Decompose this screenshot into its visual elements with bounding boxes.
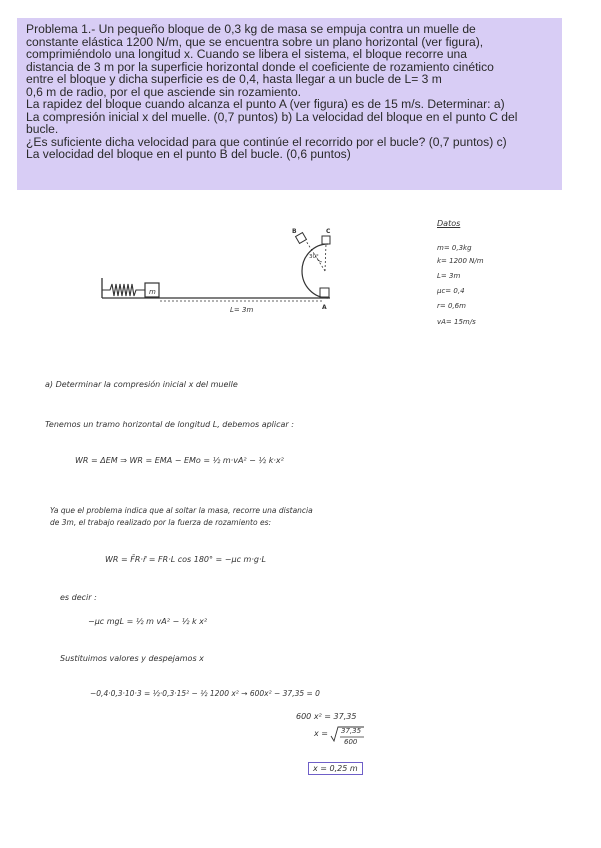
equation: WR = ΔEM ⇒ WR = EMA − EMo = ½ m·vA² − ½ k·x² bbox=[75, 456, 284, 465]
problem-line: ¿Es suficiente dicha velocidad para que continúe el recorrido por el bucle? (0,7 puntos) c) bbox=[26, 134, 507, 149]
loop-track bbox=[302, 244, 328, 298]
equation-lhs: x = bbox=[314, 729, 328, 738]
length-label: L= 3m bbox=[230, 306, 254, 314]
problem-line: La compresión inicial x del muelle. (0,7 puntos) b) La velocidad del bloque en el punto C del bbox=[26, 109, 518, 124]
block-at-a bbox=[320, 288, 329, 297]
datos-item: k= 1200 N/m bbox=[437, 257, 484, 265]
problem-line: Problema 1.- Un pequeño bloque de 0,3 kg de masa se empuja contra un muelle de bbox=[26, 22, 476, 36]
block-at-c bbox=[322, 236, 330, 244]
equation: 600 x² = 37,35 bbox=[296, 712, 357, 721]
problem-line: La velocidad del bloque en el punto B del bucle. (0,6 puntos) bbox=[26, 147, 351, 161]
problem-line: distancia de 3 m por la superficie horizontal donde el coeficiente de rozamiento cinético bbox=[26, 59, 494, 74]
solution-text: Ya que el problema indica que al soltar la masa, recorre una distancia bbox=[50, 506, 313, 515]
spring bbox=[102, 284, 145, 296]
point-b-label: B bbox=[292, 228, 297, 235]
problem-line: entre el bloque y dicha superficie es de 0,4, hasta llegar a un bucle de L= 3 m bbox=[26, 72, 442, 86]
problem-line: comprimiéndolo una longitud x. Cuando se libera el sistema, el bloque recorre una bbox=[26, 47, 468, 61]
problem-line: bucle. bbox=[26, 122, 59, 136]
equation: −0,4·0,3·10·3 = ½·0,3·15² − ½ 1200 x² → 600x² − 37,35 = 0 bbox=[90, 689, 320, 698]
solution-intro: Tenemos un tramo horizontal de longitud L, debemos aplicar : bbox=[45, 420, 294, 429]
equation: WR = F̄R·r̄ = FR·L cos 180° = −μc m·g·L bbox=[105, 555, 266, 564]
solution-text: Sustituimos valores y despejamos x bbox=[60, 654, 204, 663]
result-box: x = 0,25 m bbox=[308, 762, 363, 775]
datos-item: m= 0,3kg bbox=[437, 244, 472, 252]
datos-item: μc= 0,4 bbox=[437, 287, 465, 295]
fraction-denominator: 600 bbox=[344, 738, 358, 746]
block-label: m bbox=[149, 288, 156, 296]
solution-text: es decir : bbox=[60, 593, 97, 602]
solution-heading: a) Determinar la compresión inicial x del muelle bbox=[45, 380, 238, 389]
point-c-label: C bbox=[326, 228, 331, 235]
datos-item: r= 0,6m bbox=[437, 302, 466, 310]
equation: −μc mgL = ½ m vA² − ½ k x² bbox=[88, 617, 208, 626]
datos-item: L= 3m bbox=[437, 272, 461, 280]
block-at-b bbox=[296, 233, 307, 244]
solution-text: de 3m, el trabajo realizado por la fuerza de rozamiento es: bbox=[50, 518, 272, 527]
point-a-label: A bbox=[322, 304, 327, 311]
datos-title: Datos bbox=[437, 219, 461, 228]
datos-item: vA= 15m/s bbox=[437, 318, 476, 326]
problem-line: La rapidez del bloque cuando alcanza el punto A (ver figura) es de 15 m/s. Determinar: a) bbox=[26, 97, 505, 111]
angle-label: 30° bbox=[309, 254, 319, 260]
problem-line: 0,6 m de radio, por el que asciende sin rozamiento. bbox=[26, 84, 301, 99]
fraction-numerator: 37,35 bbox=[341, 727, 362, 735]
problem-line: constante elástica 1200 N/m, que se encuentra sobre un plano horizontal (ver figura), bbox=[26, 34, 484, 49]
radius-line bbox=[325, 244, 326, 271]
